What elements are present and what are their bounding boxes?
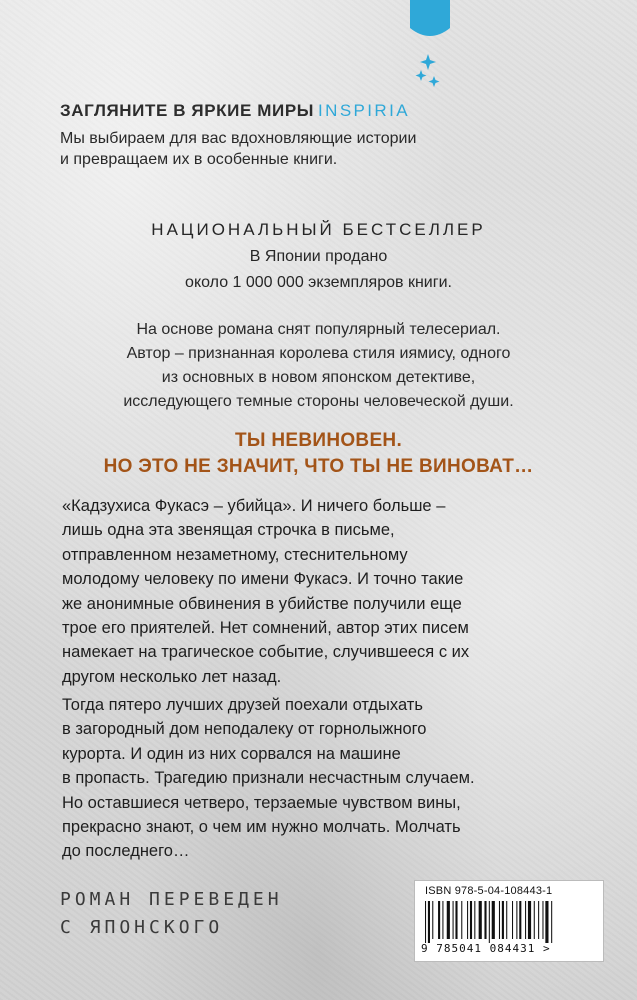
brand-heading	[60, 101, 410, 121]
about-line: из основных в новом японском детективе,	[161, 369, 476, 386]
bestseller-title: НАЦИОНАЛЬНЫЙ БЕСТСЕЛЛЕР	[151, 220, 486, 239]
isbn-barcode-box	[414, 880, 604, 962]
barcode-bar	[447, 901, 450, 939]
translated-note-line: РОМАН ПЕРЕВЕДЕН	[60, 889, 283, 910]
isbn-label: ISBN 978-5-04-108443-1	[425, 885, 553, 897]
barcode-icon	[423, 901, 595, 943]
synopsis-paragraph-1	[62, 494, 577, 689]
barcode-bar	[470, 901, 472, 939]
paragraph-line: Но оставшиеся четверо, терзаемые чувством вины,	[62, 793, 461, 812]
paragraph-line: до последнего…	[62, 842, 190, 861]
barcode-bar	[474, 901, 475, 939]
barcode-bar	[453, 901, 454, 939]
barcode-bar	[538, 901, 539, 939]
bestseller-line: В Японии продано	[249, 248, 388, 265]
barcode-bar	[519, 901, 521, 939]
barcode-bar	[525, 901, 526, 939]
slogan-line: ТЫ НЕВИНОВЕН.	[234, 430, 403, 451]
barcode-bar	[551, 901, 552, 943]
barcode-bar	[432, 901, 433, 939]
barcode-bar	[467, 901, 468, 939]
barcode-bar	[534, 901, 535, 939]
barcode-bar	[542, 901, 543, 939]
barcode-bar	[425, 901, 426, 943]
paragraph-line: лишь одна эта звенящая строчка в письме,	[62, 521, 395, 540]
paragraph-line: трое его приятелей. Нет сомнений, автор этих писем	[62, 619, 469, 638]
barcode-bar	[438, 901, 440, 939]
paragraph-line: прекрасно знают, о чем им нужно молчать. Молчать	[62, 818, 461, 837]
about-line: Автор – признанная королева стиля иямису, одного	[126, 345, 511, 362]
barcode-bar	[484, 901, 486, 939]
brand-logo-inspiria: INSPIRIA	[318, 101, 410, 120]
about-block	[0, 318, 637, 414]
barcode-bar	[506, 901, 507, 939]
barcode-bar	[442, 901, 443, 939]
barcode-bar	[489, 901, 490, 943]
barcode-bar	[479, 901, 482, 939]
paragraph-line: в загородный дом неподалеку от горнолыжного	[62, 720, 427, 739]
barcode-bar	[461, 901, 462, 939]
synopsis-paragraph-2	[62, 693, 577, 864]
about-line: исследующего темные стороны человеческой души.	[123, 393, 514, 410]
paragraph-line: Тогда пятеро лучших друзей поехали отдыхать	[62, 696, 423, 714]
paragraph-line: «Кадзухиса Фукасэ – убийца». И ничего больше –	[62, 497, 446, 515]
barcode-bar	[455, 901, 457, 939]
isbn-digits: 9 785041 084431 >	[421, 942, 551, 955]
brand-text: ЗАГЛЯНИТЕ В ЯРКИЕ МИРЫ	[60, 101, 315, 120]
barcode-bar	[545, 901, 548, 943]
paragraph-line: молодому человеку по имени Фукасэ. И точно такие	[62, 570, 464, 589]
brand-tagline	[60, 128, 530, 170]
paragraph-line: намекает на трагическое событие, случившееся с их	[62, 643, 470, 662]
paragraph-line: курорта. И один из них сорвался на машине	[62, 744, 401, 763]
paragraph-line: отправленном незаметному, стеснительному	[62, 545, 408, 564]
tagline-line: Мы выбираем для вас вдохновляющие истории	[60, 130, 417, 147]
barcode-bar	[528, 901, 531, 939]
barcode-bar	[512, 901, 513, 939]
barcode-bar	[516, 901, 517, 939]
bookmark-ribbon-icon	[410, 0, 450, 40]
barcode-bar	[492, 901, 495, 939]
paragraph-line: же анонимные обвинения в убийстве получили еще	[62, 594, 462, 613]
bestseller-line: около 1 000 000 экземпляров книги.	[185, 274, 452, 291]
about-line: На основе романа снят популярный телесериал.	[136, 321, 501, 338]
sparkles-icon	[414, 54, 442, 94]
barcode-bar	[502, 901, 504, 939]
paragraph-line: в пропасть. Трагедию признали несчастным случаем.	[62, 769, 475, 788]
translated-note-line: С ЯПОНСКОГО	[60, 917, 224, 938]
barcode-bar	[499, 901, 500, 939]
slogan-line: НО ЭТО НЕ ЗНАЧИТ, ЧТО ТЫ НЕ ВИНОВАТ…	[103, 456, 534, 477]
tagline-line: и превращаем их в особенные книги.	[60, 151, 338, 168]
paragraph-line: другом несколько лет назад.	[62, 667, 282, 686]
barcode-bar	[428, 901, 430, 943]
